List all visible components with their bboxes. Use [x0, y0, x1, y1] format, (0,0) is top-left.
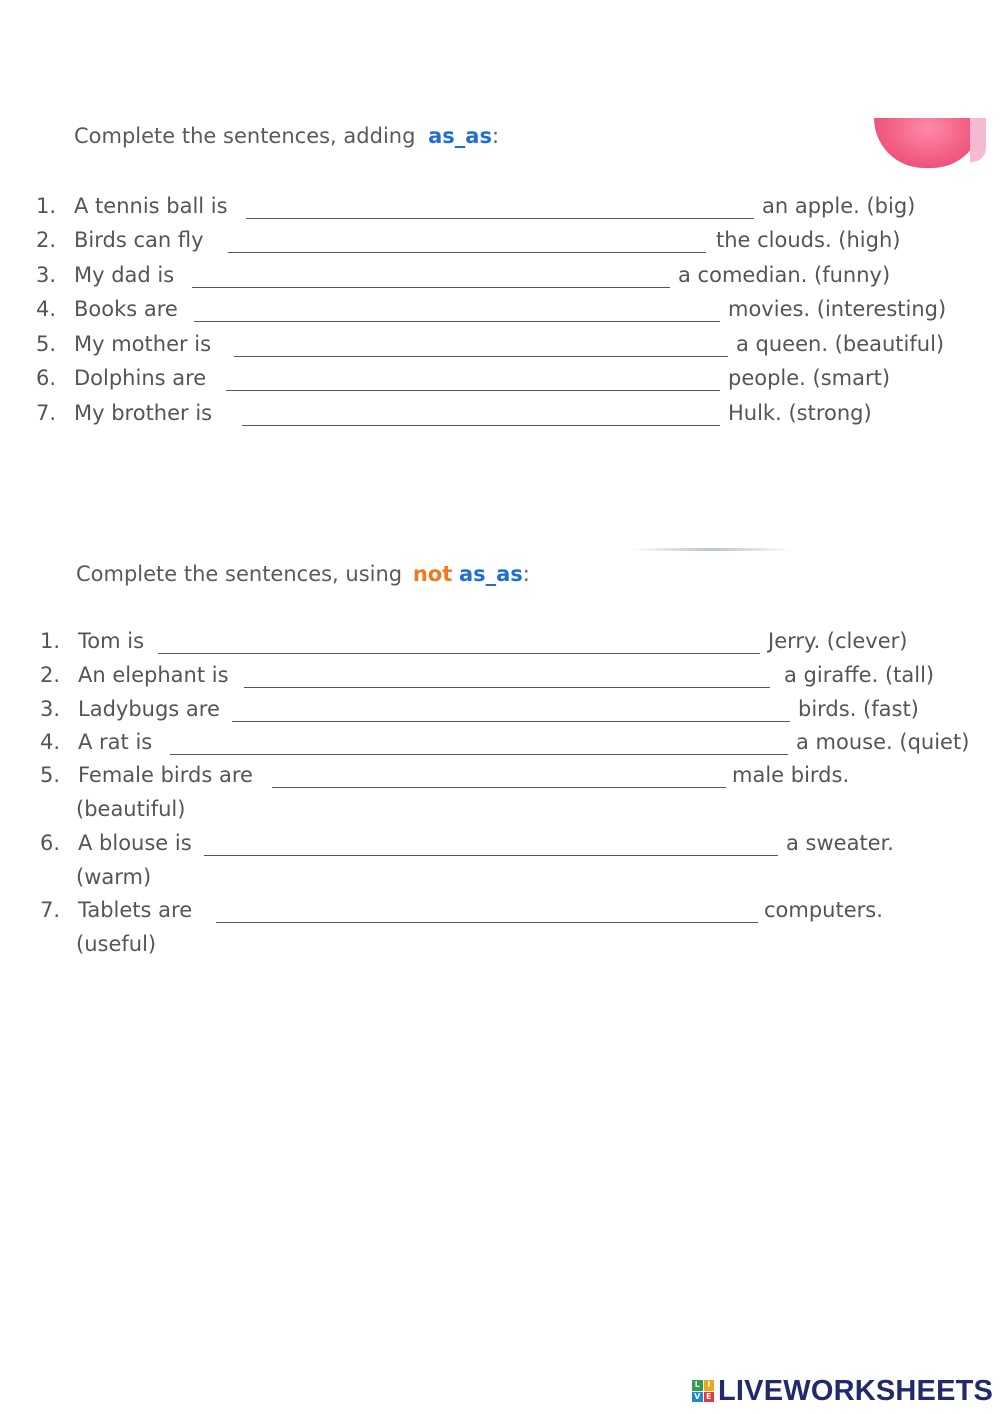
logo-mark-tile: E — [704, 1392, 715, 1403]
item-number: 4. — [36, 297, 57, 321]
item-tail: a queen. (beautiful) — [736, 332, 945, 356]
item-number: 5. — [36, 332, 57, 356]
item-tail: a giraffe. (tall) — [784, 663, 935, 687]
item-hint-continued: (warm) — [76, 865, 152, 889]
item-number: 5. — [40, 763, 61, 787]
item-tail: a comedian. (funny) — [678, 263, 891, 287]
answer-blank-input[interactable] — [228, 228, 706, 253]
item-hint-continued: (useful) — [76, 932, 157, 956]
item-tail: people. (smart) — [728, 366, 891, 390]
answer-blank-input[interactable] — [192, 263, 670, 288]
item-tail: Hulk. (strong) — [728, 401, 872, 425]
item-number: 6. — [36, 366, 57, 390]
answer-blank-input[interactable] — [272, 763, 726, 788]
logo-mark-tile: V — [692, 1392, 703, 1403]
item-stem: A blouse is — [78, 831, 192, 855]
item-stem: A rat is — [78, 730, 153, 754]
item-tail: computers. — [764, 898, 883, 922]
item-number: 7. — [40, 898, 61, 922]
item-number: 1. — [36, 194, 57, 218]
answer-blank-input[interactable] — [216, 898, 758, 923]
item-stem: My dad is — [74, 263, 175, 287]
item-number: 2. — [40, 663, 61, 687]
section1-instruction-text: Complete the sentences, adding — [74, 124, 416, 148]
answer-blank-input[interactable] — [242, 401, 720, 426]
answer-blank-input[interactable] — [234, 332, 728, 357]
item-stem: A tennis ball is — [74, 194, 228, 218]
item-stem: Birds can fly — [74, 228, 204, 252]
answer-blank-input[interactable] — [194, 297, 720, 322]
item-stem: My mother is — [74, 332, 212, 356]
answer-blank-input[interactable] — [204, 831, 778, 856]
liveworksheets-logo — [692, 1376, 993, 1406]
item-number: 6. — [40, 831, 61, 855]
item-number: 2. — [36, 228, 57, 252]
section1-colon: : — [491, 124, 500, 148]
item-number: 3. — [40, 697, 61, 721]
answer-blank-input[interactable] — [244, 663, 770, 688]
item-stem: Tablets are — [78, 898, 193, 922]
section2-colon: : — [522, 562, 530, 586]
item-tail: a sweater. — [786, 831, 894, 855]
item-stem: My brother is — [74, 401, 213, 425]
item-stem: Female birds are — [78, 763, 253, 787]
section2-instruction — [76, 562, 530, 586]
logo-mark-icon — [692, 1380, 714, 1402]
item-tail: movies. (interesting) — [728, 297, 947, 321]
logo-mark-tile: L — [692, 1380, 703, 1391]
decorative-pink-cartoon-image — [874, 118, 982, 168]
item-number: 3. — [36, 263, 57, 287]
logo-mark-tile: I — [704, 1380, 715, 1391]
section2-keyword: as_as — [458, 562, 523, 586]
item-tail: the clouds. (high) — [716, 228, 901, 252]
item-hint-continued: (beautiful) — [76, 797, 186, 821]
item-tail: an apple. (big) — [762, 194, 916, 218]
item-stem: Tom is — [78, 629, 145, 653]
logo-text: LIVEWORKSHEETS — [718, 1374, 994, 1407]
item-stem: Ladybugs are — [78, 697, 220, 721]
item-tail: Jerry. (clever) — [768, 629, 908, 653]
section1-instruction — [74, 124, 499, 148]
item-number: 1. — [40, 629, 61, 653]
answer-blank-input[interactable] — [158, 629, 760, 654]
decorative-divider-line — [632, 548, 792, 551]
item-tail: male birds. — [732, 763, 850, 787]
section1-keyword: as_as — [428, 124, 492, 148]
answer-blank-input[interactable] — [226, 366, 720, 391]
item-tail: a mouse. (quiet) — [796, 730, 970, 754]
item-stem: Books are — [74, 297, 178, 321]
item-stem: Dolphins are — [74, 366, 207, 390]
item-stem: An elephant is — [78, 663, 229, 687]
item-number: 4. — [40, 730, 61, 754]
section2-instruction-text: Complete the sentences, using — [76, 562, 403, 586]
item-tail: birds. (fast) — [798, 697, 919, 721]
section2-keyword-not: not — [412, 562, 453, 586]
decorative-pink-edge — [970, 118, 986, 162]
answer-blank-input[interactable] — [170, 730, 788, 755]
item-number: 7. — [36, 401, 57, 425]
answer-blank-input[interactable] — [232, 697, 790, 722]
answer-blank-input[interactable] — [246, 194, 754, 219]
